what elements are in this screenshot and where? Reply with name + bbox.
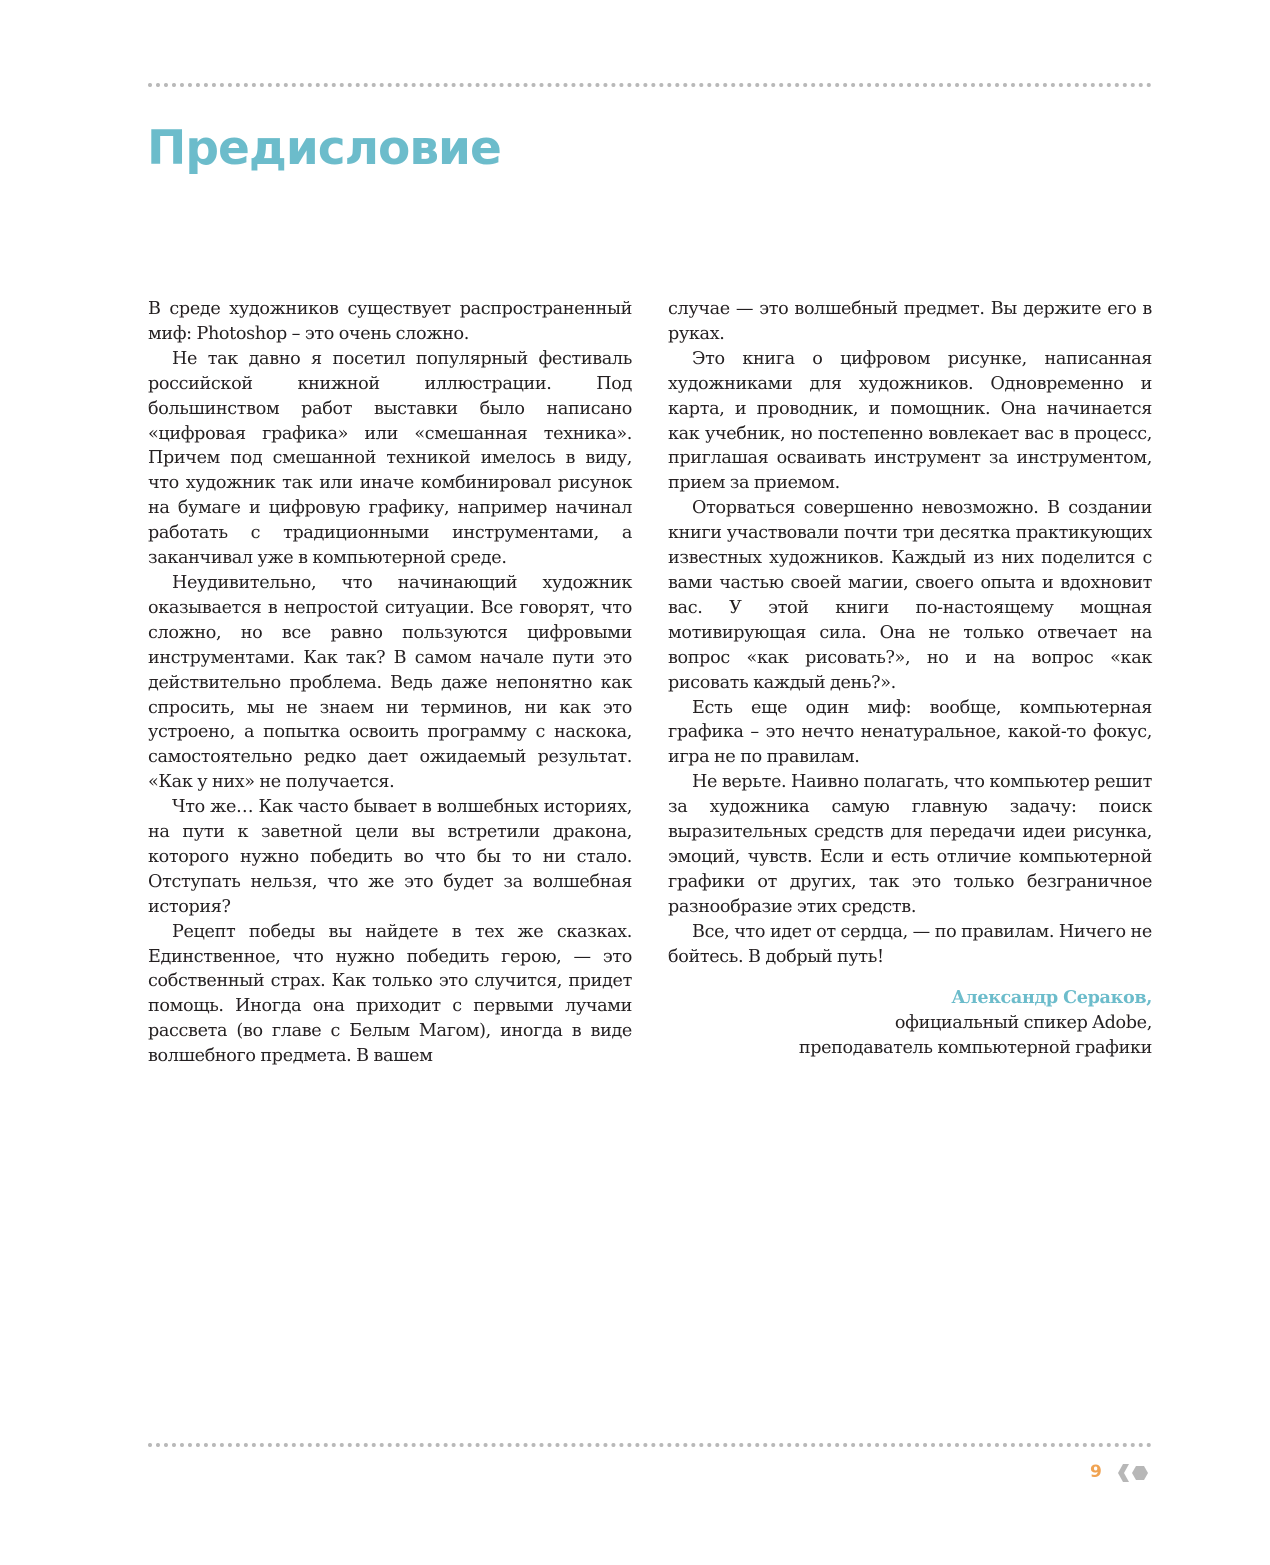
top-dotted-divider	[148, 83, 1152, 87]
page-title: Предисловие	[147, 121, 501, 176]
author-name: Александр Сераков,	[951, 987, 1152, 1009]
page-number: 9	[1090, 1462, 1102, 1482]
paragraph: Не так давно я посетил популярный фестиваль российской книжной иллюстрации. Под большинством работ выставки было написано «цифровая графика» или «смешанная техника». Причем под смешанной техникой имелось в виду, что художник так или иначе комбинировал рисунок на бумаге и цифровую графику, например начинал работать с традиционными инструментами, а заканчивал уже в компьютерной среде.	[148, 348, 632, 569]
paragraph: Неудивительно, что начинающий художник оказывается в непростой ситуации. Все говорят, что сложно, но все равно пользуются цифровыми инструментами. Как так? В самом начале пути это действительно проблема. Ведь даже непонятно как спросить, мы не знаем ни терминов, ни как это устроено, а попытка освоить программу с наскока, самостоятельно редко дает ожидаемый результат. «Как у них» не получается.	[148, 572, 632, 793]
left-text-column	[148, 297, 632, 1069]
paragraph: Рецепт победы вы найдете в тех же сказках. Единственное, что нужно победить герою, — это собственный страх. Как только это случится, придет помощь. Иногда она приходит с первыми лучами рассвета (во главе с Белым Магом), иногда в виде волшебного предмета. В вашем	[148, 921, 632, 1067]
right-text-column	[668, 297, 1152, 1061]
paragraph: Это книга о цифровом рисунке, написанная художниками для художников. Одновременно и карта, и проводник, и помощник. Она начинается как учебник, но постепенно вовлекает вас в процесс, приглашая осваивать инструмент за инструментом, прием за приемом.	[668, 348, 1152, 494]
paragraph: Оторваться совершенно невозможно. В создании книги участвовали почти три десятка практикующих известных художников. Каждый из них поделится с вами частью своей магии, своего опыта и вдохновит вас. У этой книги по-настоящему мощная мотивирующая сила. Она не только отвечает на вопрос «как рисовать?», но и на вопрос «как рисовать каждый день?».	[668, 498, 1152, 693]
paragraph: Все, что идет от сердца, — по правилам. Ничего не бойтесь. В добрый путь!	[668, 921, 1152, 967]
paragraph: Не верьте. Наивно полагать, что компьютер решит за художника самую главную задачу: поиск выразительных средств для передачи идеи рисунка, эмоций, чувств. Если и есть отличие компьютерной графики от других, так это только безграничное разнообразие этих средств.	[668, 772, 1152, 917]
author-role-secondary: преподаватель компьютерной графики	[798, 1038, 1152, 1059]
bottom-dotted-divider	[148, 1443, 1152, 1447]
page-corner-icon	[1116, 1462, 1154, 1484]
paragraph: Есть еще один миф: вообще, компьютерная графика – это нечто ненатуральное, какой-то фокус, игра не по правилам.	[668, 697, 1152, 768]
paragraph: В среде художников существует распространенный миф: Photoshop – это очень сложно.	[148, 299, 632, 344]
author-signature	[668, 986, 1152, 1061]
paragraph: Что же… Как часто бывает в волшебных историях, на пути к заветной цели вы встретили дракона, которого нужно победить во что бы то ни стало. Отступать нельзя, что же это будет за волшебная история?	[148, 797, 632, 917]
author-role: официальный спикер Adobe,	[894, 1013, 1152, 1034]
paragraph: случае — это волшебный предмет. Вы держите его в руках.	[668, 299, 1152, 344]
